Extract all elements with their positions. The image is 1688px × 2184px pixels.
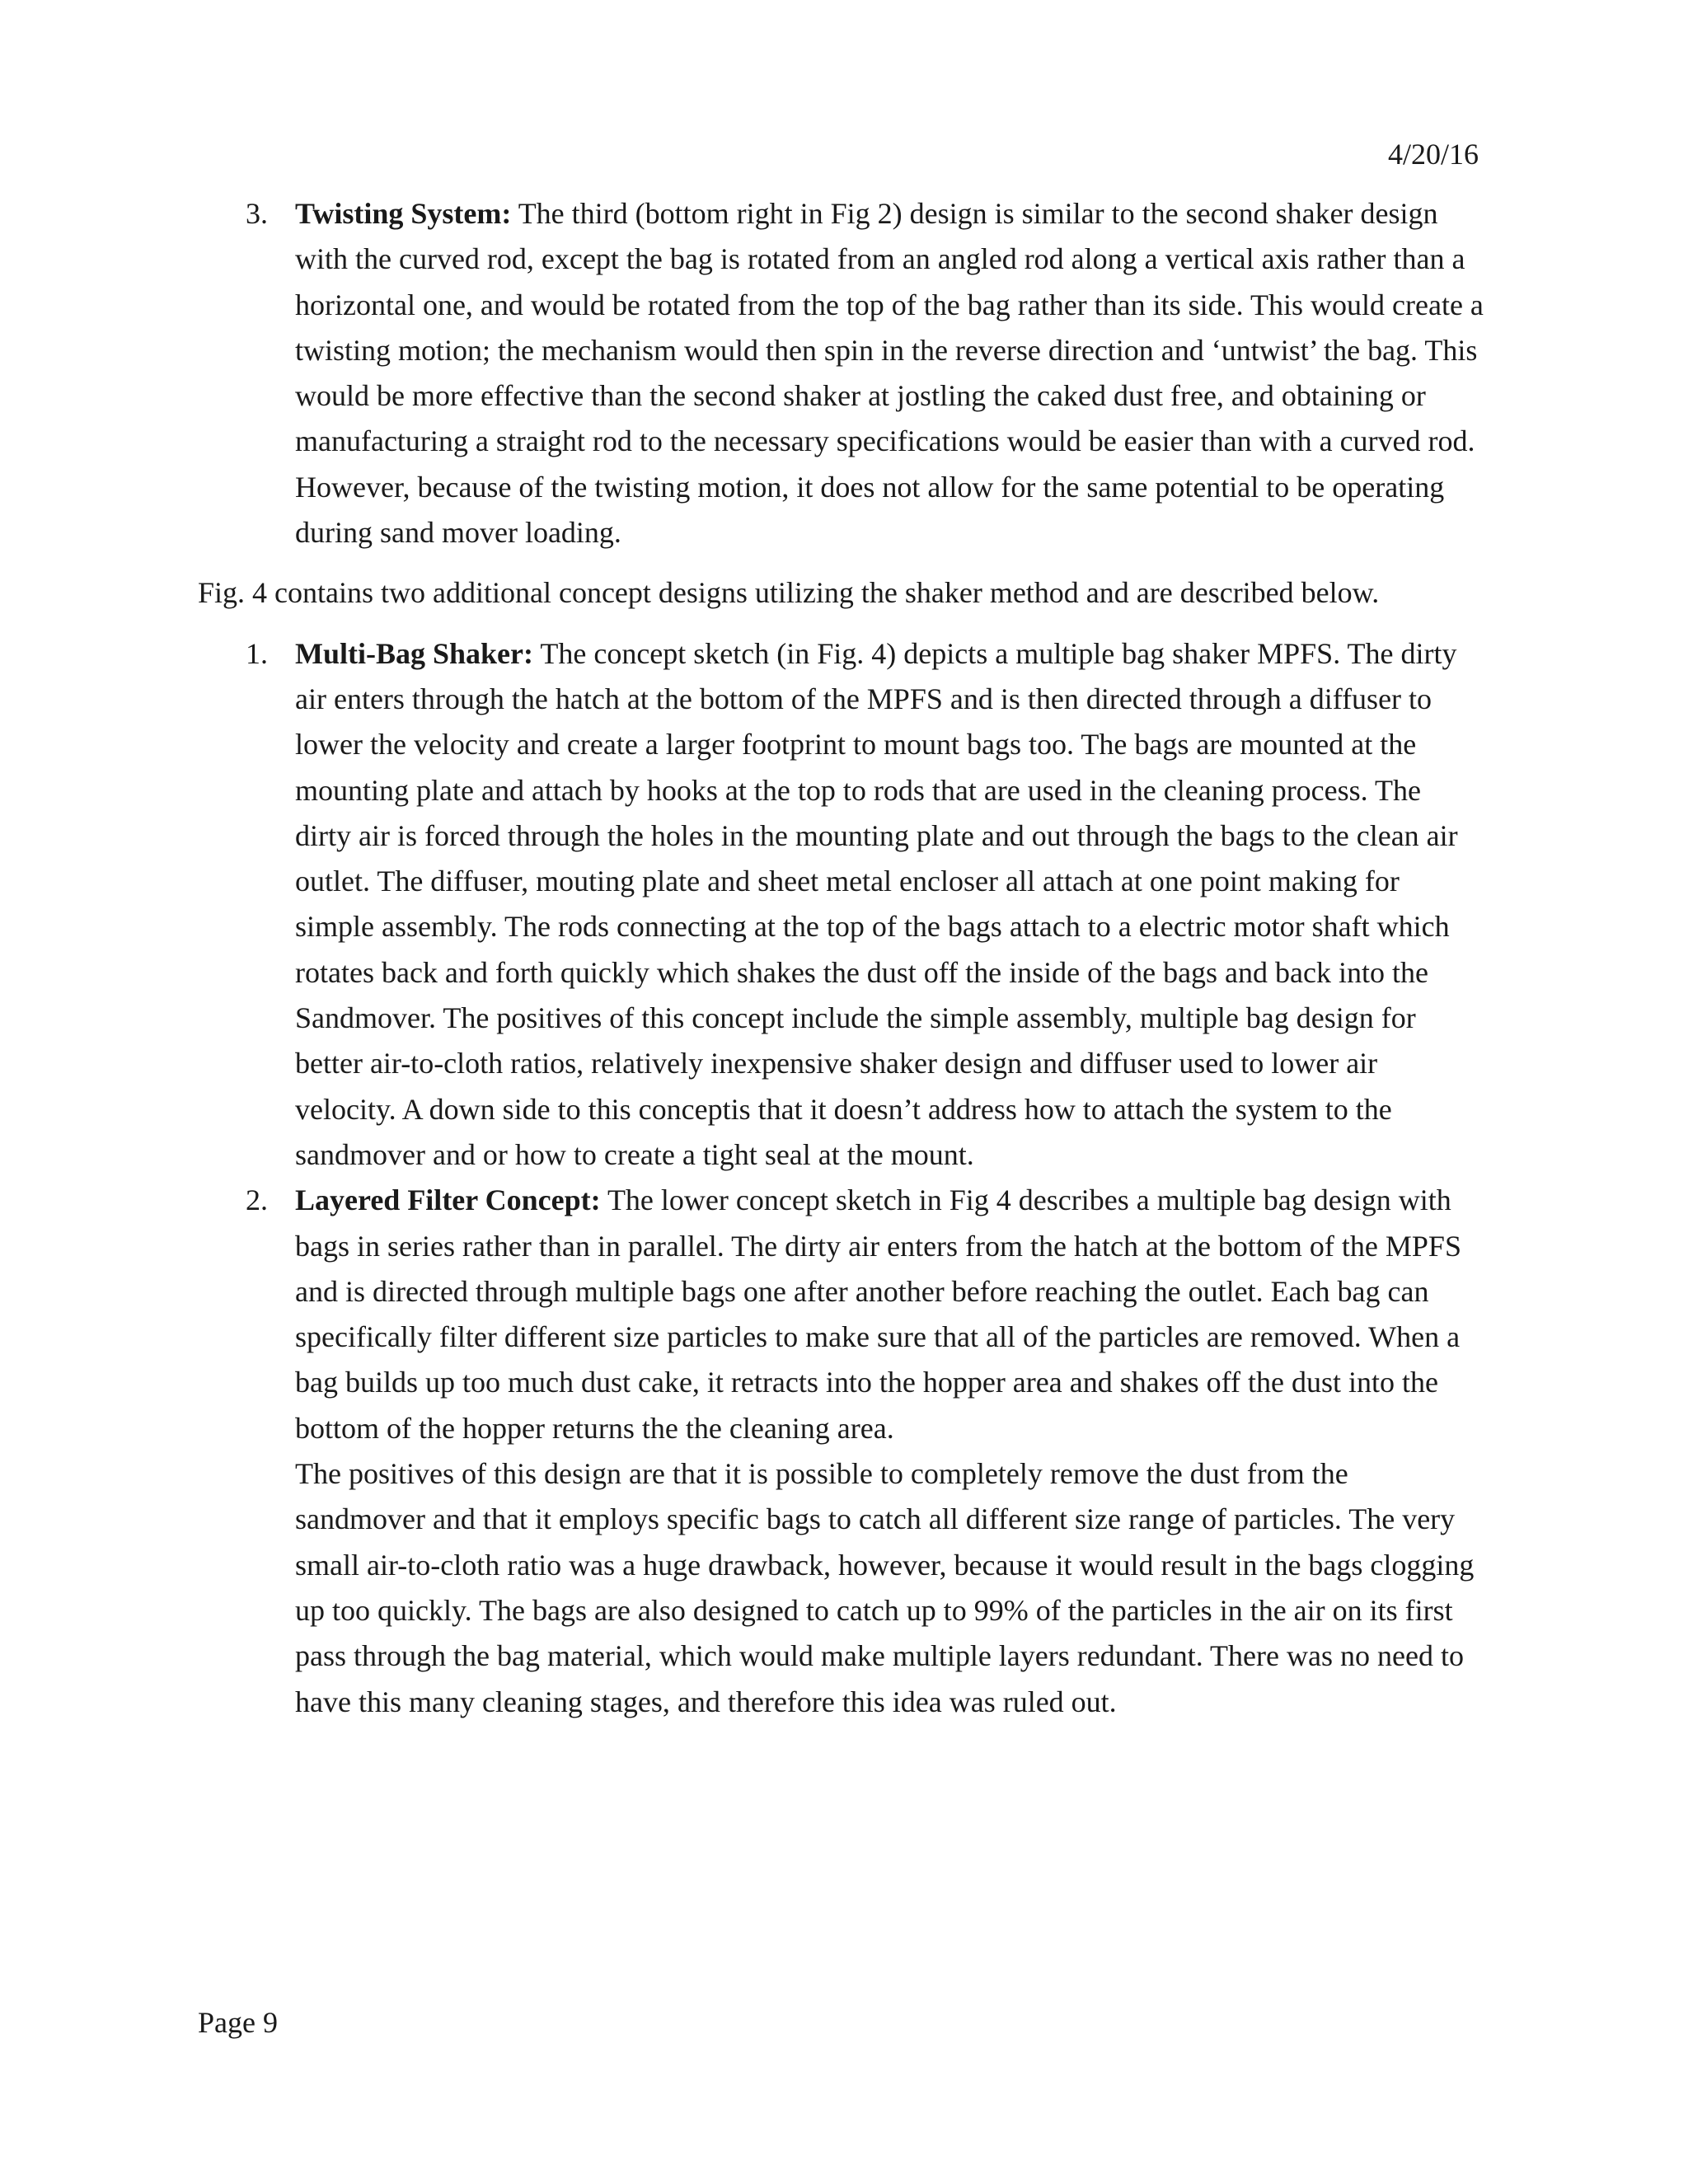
item-text: The concept sketch (in Fig. 4) depicts a multiple bag shaker MPFS. The dirty air enters through the hatch at the bottom of the MPFS and is then directed through a diffuser to lower the velocity and create a larger footprint to mount bags too. The bags are mounted at the mounting plate and attach by hooks at the top to rods that are used in the cleaning process. The dirty air is forced through the holes in the mounting plate and out through the bags to the clean air outlet. The diffuser, mouting plate and sheet metal encloser all attach at one point making for simple assembly. The rods connecting at the top of the bags attach to a electric motor shaft which rotates back and forth quickly which shakes the dust off the inside of the bags and back into the Sandmover. The positives of this concept include the simple assembly, multiple bag design for better air-to-cloth ratios, relatively inexpensive shaker design and diffuser used to lower air velocity. A down side to this conceptis that it doesn’t address how to attach the system to the sandmover and or how to create a tight seal at the mount. [295,636,1458,1171]
list-number: 3. [246,197,268,230]
header-date: 4/20/16 [1387,138,1479,171]
list-item-body [295,191,1484,555]
page-number: Page 9 [198,2006,278,2039]
list-item-twisting-system [198,191,1484,555]
list-item-layered-filter [198,1178,1484,1725]
item-heading: Twisting System: [295,197,512,230]
list-item-body [295,1178,1484,1451]
item-text: The lower concept sketch in Fig 4 describes a multiple bag design with bags in series rather than in parallel. The dirty air enters from the hatch at the bottom of the MPFS and is directed through multiple bags one after another before reaching the outlet. Each bag can specifically filter different size particles to make sure that all of the particles are removed. When a bag builds up too much dust cake, it retracts into the hopper area and shakes off the dust into the bottom of the hopper returns the the cleaning area. [295,1183,1461,1445]
document-body [198,191,1484,1725]
item-heading: Layered Filter Concept: [295,1183,601,1217]
list-number: 2. [246,1183,268,1217]
list-item-multi-bag-shaker [198,631,1484,1179]
concept-list [198,631,1484,1725]
item-heading: Multi-Bag Shaker: [295,636,534,670]
intro-paragraph: Fig. 4 contains two additional concept designs utilizing the shaker method and are described below. [198,576,1380,610]
item-text: The third (bottom right in Fig 2) design is similar to the second shaker design with the curved rod, except the bag is rotated from an angled rod along a vertical axis rather than a horizontal one, and would be rotated from the top of the bag rather than its side. This would create a twisting motion; the mechanism would then spin in the reverse direction and ‘untwist’ the bag. This would be more effective than the second shaker at jostling the caked dust free, and obtaining or manufacturing a straight rod to the necessary specifications would be easier than with a curved rod. However, because of the twisting motion, it does not allow for the same potential to be operating during sand mover loading. [295,197,1484,550]
concept-list-continued [198,191,1484,555]
list-item-body [295,631,1484,1179]
item-text-continued: The positives of this design are that it is possible to completely remove the dust from the sandmover and that it employs specific bags to catch all different size range of particles. The very small air-to-cloth ratio was a huge drawback, however, because it would result in the bags clogging up too quickly. The bags are also designed to catch up to 99% of the particles in the air on its first pass through the bag material, which would make multiple layers redundant. There was no need to have this many cleaning stages, and therefore this idea was ruled out. [295,1457,1475,1718]
list-number: 1. [246,636,268,670]
